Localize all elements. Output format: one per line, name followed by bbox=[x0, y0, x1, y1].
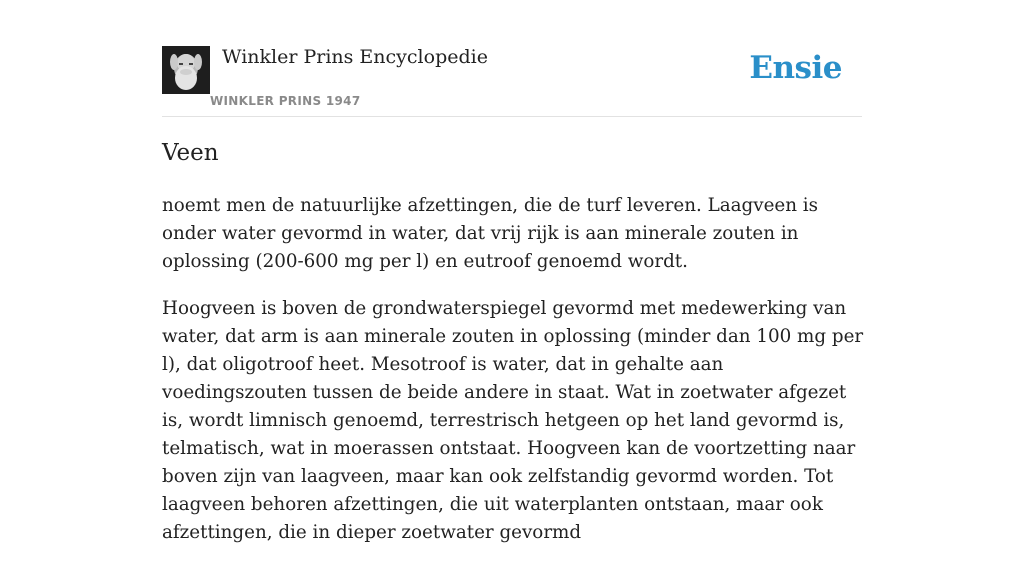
header bbox=[162, 46, 862, 117]
portrait-avatar-icon bbox=[162, 46, 210, 94]
article-title: Veen bbox=[162, 140, 219, 166]
publication-subtitle[interactable]: WINKLER PRINS 1947 bbox=[210, 94, 361, 108]
article-paragraph: noemt men de natuurlijke afzettingen, die de turf leveren. Laagveen is onder water gevormd in water, dat vrij rijk is aan minerale zouten in oplossing (200-600 mg per l) en eutroof genoemd wordt. bbox=[162, 195, 819, 272]
author-avatar[interactable] bbox=[162, 46, 210, 94]
article-paragraph: Hoogveen is boven de grondwaterspiegel gevormd met medewerking van water, dat arm is aan minerale zouten in oplossing (minder dan 100 mg per l), dat oligotroof heet. Mesotroof is water, dat in gehalte aan voedingszouten tussen de beide andere in staat. Wat in zoetwater afgezet is, wordt limnisch genoemd, terrestrisch hetgeen op het land gevormd is, telmatisch, wat in moerassen ontstaat. Hoogveen kan de voortzetting naar boven zijn van laagveen, maar kan ook zelfstandig gevormd worden. Tot laagveen behoren afzettingen, die uit waterplanten ontstaan, maar ook afzettingen, die in dieper zoetwater gevormd bbox=[162, 298, 864, 543]
article-body bbox=[162, 192, 864, 566]
brand-logo[interactable]: Ensie bbox=[749, 50, 842, 86]
publication-title[interactable]: Winkler Prins Encyclopedie bbox=[222, 46, 488, 68]
